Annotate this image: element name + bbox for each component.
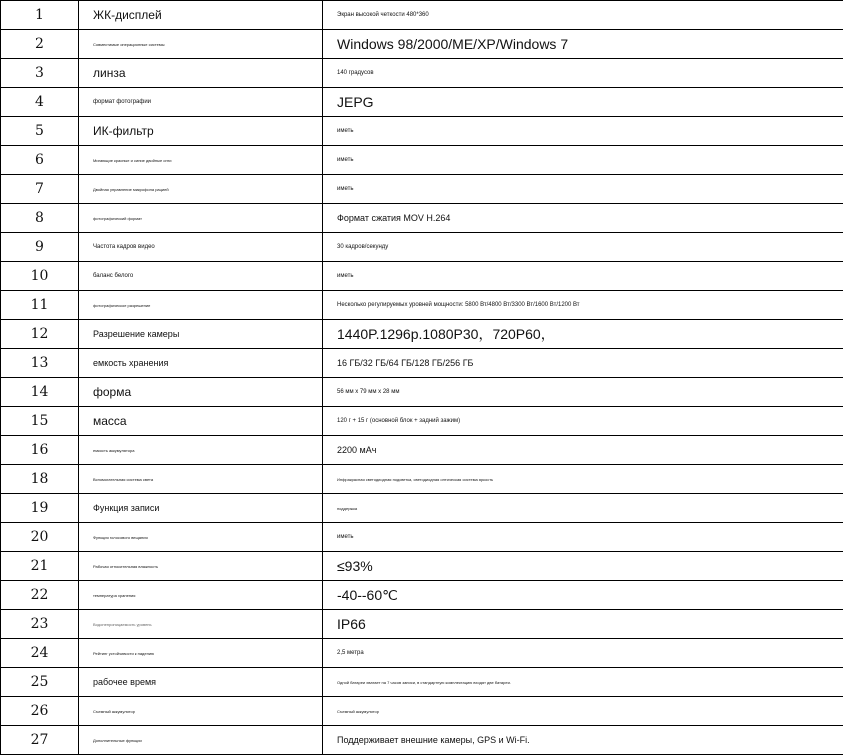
- row-number: 8: [1, 204, 79, 233]
- row-number: 12: [1, 320, 79, 349]
- table-row: [1, 436, 843, 465]
- table-row: [1, 175, 843, 204]
- parameter-name: Съемный аккумулятор: [79, 697, 323, 726]
- row-number: 26: [1, 697, 79, 726]
- table-row: [1, 697, 843, 726]
- row-number: 3: [1, 59, 79, 88]
- table-row: [1, 465, 843, 494]
- parameter-name: Совместимые операционные системы: [79, 30, 323, 59]
- table-row: [1, 494, 843, 523]
- parameter-value: иметь: [323, 175, 843, 204]
- row-number: 27: [1, 726, 79, 755]
- table-row: [1, 117, 843, 146]
- row-number: 7: [1, 175, 79, 204]
- table-row: [1, 30, 843, 59]
- row-number: 19: [1, 494, 79, 523]
- row-number: 14: [1, 378, 79, 407]
- parameter-name: Вспомогательная система света: [79, 465, 323, 494]
- table-row: [1, 146, 843, 175]
- parameter-name: линза: [79, 59, 323, 88]
- row-number: 20: [1, 523, 79, 552]
- table-row: [1, 59, 843, 88]
- parameter-value: Формат сжатия MOV H.264: [323, 204, 843, 233]
- parameter-value: Инфракрасная светодиодная подсветка, светодиодная оптическая система яркость: [323, 465, 843, 494]
- row-number: 21: [1, 552, 79, 581]
- table-row: [1, 349, 843, 378]
- table-row: [1, 552, 843, 581]
- parameter-name: фотографическое разрешение: [79, 291, 323, 320]
- parameter-value: поддержка: [323, 494, 843, 523]
- parameter-name: Разрешение камеры: [79, 320, 323, 349]
- table-row: [1, 407, 843, 436]
- row-number: 13: [1, 349, 79, 378]
- parameter-value: 2,5 метра: [323, 639, 843, 668]
- row-number: 22: [1, 581, 79, 610]
- row-number: 4: [1, 88, 79, 117]
- parameter-value: IP66: [323, 610, 843, 639]
- parameter-value: 120 г + 15 г (основной блок + задний зажим): [323, 407, 843, 436]
- parameter-name: Рейтинг устойчивости к падению: [79, 639, 323, 668]
- parameter-value: иметь: [323, 146, 843, 175]
- parameter-name: ЖК-дисплей: [79, 1, 323, 30]
- parameter-value: 16 ГБ/32 ГБ/64 ГБ/128 ГБ/256 ГБ: [323, 349, 843, 378]
- parameter-value: иметь: [323, 117, 843, 146]
- table-row: [1, 639, 843, 668]
- parameter-name: емкость хранения: [79, 349, 323, 378]
- table-row: [1, 262, 843, 291]
- parameter-name: рабочее время: [79, 668, 323, 697]
- parameter-value: Windows 98/2000/ME/XP/Windows 7: [323, 30, 843, 59]
- row-number: 11: [1, 291, 79, 320]
- row-number: 10: [1, 262, 79, 291]
- parameter-name: фотографический формат: [79, 204, 323, 233]
- parameter-value: Экран высокой четкости 480*360: [323, 1, 843, 30]
- row-number: 5: [1, 117, 79, 146]
- parameter-value: 2200 мАч: [323, 436, 843, 465]
- parameter-value: 56 мм x 79 мм x 28 мм: [323, 378, 843, 407]
- parameter-name: Функция голосового вещания: [79, 523, 323, 552]
- parameter-value: 140 градусов: [323, 59, 843, 88]
- table-row: [1, 668, 843, 697]
- parameter-value: Поддерживает внешние камеры, GPS и Wi-Fi.: [323, 726, 843, 755]
- parameter-name: формат фотографии: [79, 88, 323, 117]
- row-number: 15: [1, 407, 79, 436]
- parameter-value: JEPG: [323, 88, 843, 117]
- parameter-name: Частота кадров видео: [79, 233, 323, 262]
- parameter-name: форма: [79, 378, 323, 407]
- parameter-value: иметь: [323, 262, 843, 291]
- table-row: [1, 291, 843, 320]
- parameter-name: масса: [79, 407, 323, 436]
- table-row: [1, 320, 843, 349]
- parameter-name: температура хранения: [79, 581, 323, 610]
- table-row: [1, 523, 843, 552]
- row-number: 1: [1, 1, 79, 30]
- row-number: 6: [1, 146, 79, 175]
- row-number: 16: [1, 436, 79, 465]
- parameter-value: Несколько регулируемых уровней мощности: 5800 Вт/4800 Вт/3300 Вт/1600 Вт/1200 Вт: [323, 291, 843, 320]
- table-row: [1, 204, 843, 233]
- row-number: 25: [1, 668, 79, 697]
- table-row: [1, 610, 843, 639]
- row-number: 24: [1, 639, 79, 668]
- parameter-name: Водонепроницаемость уровень: [79, 610, 323, 639]
- table-row: [1, 233, 843, 262]
- parameter-name: ИК-фильтр: [79, 117, 323, 146]
- table-row: [1, 581, 843, 610]
- table-row: [1, 726, 843, 755]
- row-number: 18: [1, 465, 79, 494]
- parameter-name: Мигающие красные и синие двойные огни: [79, 146, 323, 175]
- parameter-value: -40--60℃: [323, 581, 843, 610]
- parameter-value: Съемный аккумулятор: [323, 697, 843, 726]
- parameter-value: ≤93%: [323, 552, 843, 581]
- parameter-name: Рабочая относительная влажность: [79, 552, 323, 581]
- parameter-name: баланс белого: [79, 262, 323, 291]
- table-row: [1, 378, 843, 407]
- row-number: 23: [1, 610, 79, 639]
- parameter-name: Функция записи: [79, 494, 323, 523]
- table-row: [1, 1, 843, 30]
- parameter-value: Одной батареи хватает на 7 часов записи, в стандартную комплектацию входят две батареи.: [323, 668, 843, 697]
- parameter-value: 1440P.1296p.1080P30，720P60，: [323, 320, 843, 349]
- row-number: 2: [1, 30, 79, 59]
- parameter-name: Дополнительные функции: [79, 726, 323, 755]
- table-row: [1, 88, 843, 117]
- parameter-value: 30 кадров/секунду: [323, 233, 843, 262]
- row-number: 9: [1, 233, 79, 262]
- parameter-value: иметь: [323, 523, 843, 552]
- parameter-name: емкость аккумулятора: [79, 436, 323, 465]
- parameter-name: Двойная управление микрофона рацией: [79, 175, 323, 204]
